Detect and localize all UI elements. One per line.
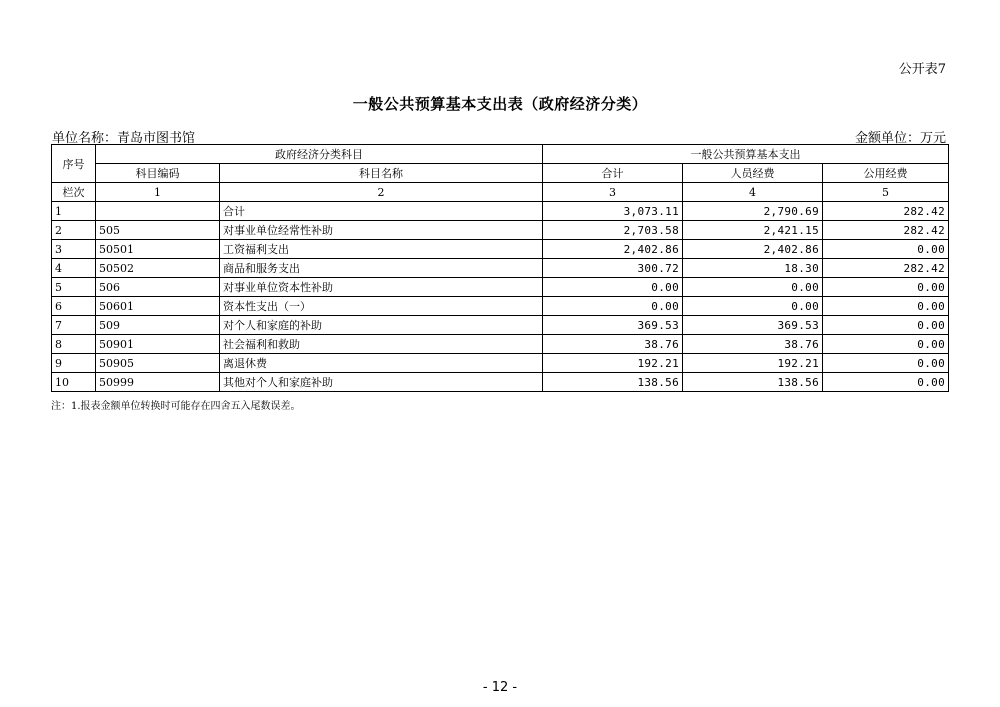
cell-public: 0.00 bbox=[823, 297, 949, 316]
cell-seq: 10 bbox=[52, 373, 96, 392]
header-total: 合计 bbox=[543, 164, 683, 183]
cell-seq: 4 bbox=[52, 259, 96, 278]
cell-code: 50502 bbox=[96, 259, 220, 278]
cell-total: 0.00 bbox=[543, 278, 683, 297]
cell-name: 资本性支出（一） bbox=[220, 297, 543, 316]
header-budget-group: 一般公共预算基本支出 bbox=[543, 145, 949, 164]
cell-total: 0.00 bbox=[543, 297, 683, 316]
cell-total: 300.72 bbox=[543, 259, 683, 278]
cell-total: 138.56 bbox=[543, 373, 683, 392]
cell-seq: 5 bbox=[52, 278, 96, 297]
cell-public: 0.00 bbox=[823, 354, 949, 373]
cell-personnel: 38.76 bbox=[683, 335, 823, 354]
footnote: 注：1.报表金额单位转换时可能存在四舍五入尾数误差。 bbox=[51, 401, 301, 412]
cell-personnel: 2,421.15 bbox=[683, 221, 823, 240]
header-seq: 序号 bbox=[52, 145, 96, 183]
cell-name: 社会福利和救助 bbox=[220, 335, 543, 354]
cell-total: 2,703.58 bbox=[543, 221, 683, 240]
cell-public: 282.42 bbox=[823, 202, 949, 221]
header-col-4: 4 bbox=[683, 183, 823, 202]
cell-public: 0.00 bbox=[823, 316, 949, 335]
cell-seq: 2 bbox=[52, 221, 96, 240]
cell-total: 38.76 bbox=[543, 335, 683, 354]
header-row-1 bbox=[52, 145, 949, 164]
table-row bbox=[52, 259, 949, 278]
cell-code bbox=[96, 202, 220, 221]
cell-public: 0.00 bbox=[823, 335, 949, 354]
unit-name: 单位名称：青岛市图书馆 bbox=[52, 131, 196, 146]
header-public: 公用经费 bbox=[823, 164, 949, 183]
table-row bbox=[52, 221, 949, 240]
cell-name: 工资福利支出 bbox=[220, 240, 543, 259]
header-gov-econ-group: 政府经济分类科目 bbox=[96, 145, 543, 164]
header-name: 科目名称 bbox=[220, 164, 543, 183]
table-row bbox=[52, 335, 949, 354]
cell-seq: 3 bbox=[52, 240, 96, 259]
header-col-label: 栏次 bbox=[52, 183, 96, 202]
cell-personnel: 2,790.69 bbox=[683, 202, 823, 221]
cell-code: 50901 bbox=[96, 335, 220, 354]
header-code: 科目编码 bbox=[96, 164, 220, 183]
table-row bbox=[52, 354, 949, 373]
cell-code: 505 bbox=[96, 221, 220, 240]
table-row bbox=[52, 278, 949, 297]
cell-total: 369.53 bbox=[543, 316, 683, 335]
cell-personnel: 0.00 bbox=[683, 297, 823, 316]
header-col-3: 3 bbox=[543, 183, 683, 202]
cell-total: 192.21 bbox=[543, 354, 683, 373]
page-number: - 12 - bbox=[482, 680, 518, 695]
cell-name: 对事业单位经常性补助 bbox=[220, 221, 543, 240]
cell-code: 50601 bbox=[96, 297, 220, 316]
cell-name: 对个人和家庭的补助 bbox=[220, 316, 543, 335]
cell-personnel: 369.53 bbox=[683, 316, 823, 335]
table-row bbox=[52, 373, 949, 392]
form-number: 公开表7 bbox=[898, 62, 946, 77]
cell-seq: 7 bbox=[52, 316, 96, 335]
cell-public: 282.42 bbox=[823, 259, 949, 278]
cell-code: 50905 bbox=[96, 354, 220, 373]
cell-name: 合计 bbox=[220, 202, 543, 221]
cell-public: 282.42 bbox=[823, 221, 949, 240]
table-row bbox=[52, 316, 949, 335]
cell-public: 0.00 bbox=[823, 240, 949, 259]
header-row-2 bbox=[52, 164, 949, 183]
cell-name: 对事业单位资本性补助 bbox=[220, 278, 543, 297]
cell-personnel: 138.56 bbox=[683, 373, 823, 392]
cell-name: 其他对个人和家庭补助 bbox=[220, 373, 543, 392]
cell-personnel: 2,402.86 bbox=[683, 240, 823, 259]
budget-table bbox=[51, 144, 949, 392]
table-row bbox=[52, 240, 949, 259]
cell-total: 2,402.86 bbox=[543, 240, 683, 259]
cell-seq: 6 bbox=[52, 297, 96, 316]
header-row-columns bbox=[52, 183, 949, 202]
cell-personnel: 18.30 bbox=[683, 259, 823, 278]
page-title: 一般公共预算基本支出表（政府经济分类） bbox=[352, 95, 648, 113]
cell-code: 509 bbox=[96, 316, 220, 335]
table-row bbox=[52, 297, 949, 316]
cell-personnel: 0.00 bbox=[683, 278, 823, 297]
header-col-1: 1 bbox=[96, 183, 220, 202]
cell-personnel: 192.21 bbox=[683, 354, 823, 373]
cell-public: 0.00 bbox=[823, 373, 949, 392]
amount-unit: 金额单位：万元 bbox=[854, 131, 946, 146]
header-col-5: 5 bbox=[823, 183, 949, 202]
cell-code: 50501 bbox=[96, 240, 220, 259]
cell-code: 50999 bbox=[96, 373, 220, 392]
cell-seq: 8 bbox=[52, 335, 96, 354]
cell-code: 506 bbox=[96, 278, 220, 297]
cell-seq: 1 bbox=[52, 202, 96, 221]
cell-seq: 9 bbox=[52, 354, 96, 373]
cell-public: 0.00 bbox=[823, 278, 949, 297]
cell-total: 3,073.11 bbox=[543, 202, 683, 221]
cell-name: 商品和服务支出 bbox=[220, 259, 543, 278]
header-col-2: 2 bbox=[220, 183, 543, 202]
cell-name: 离退休费 bbox=[220, 354, 543, 373]
header-personnel: 人员经费 bbox=[683, 164, 823, 183]
table-row bbox=[52, 202, 949, 221]
